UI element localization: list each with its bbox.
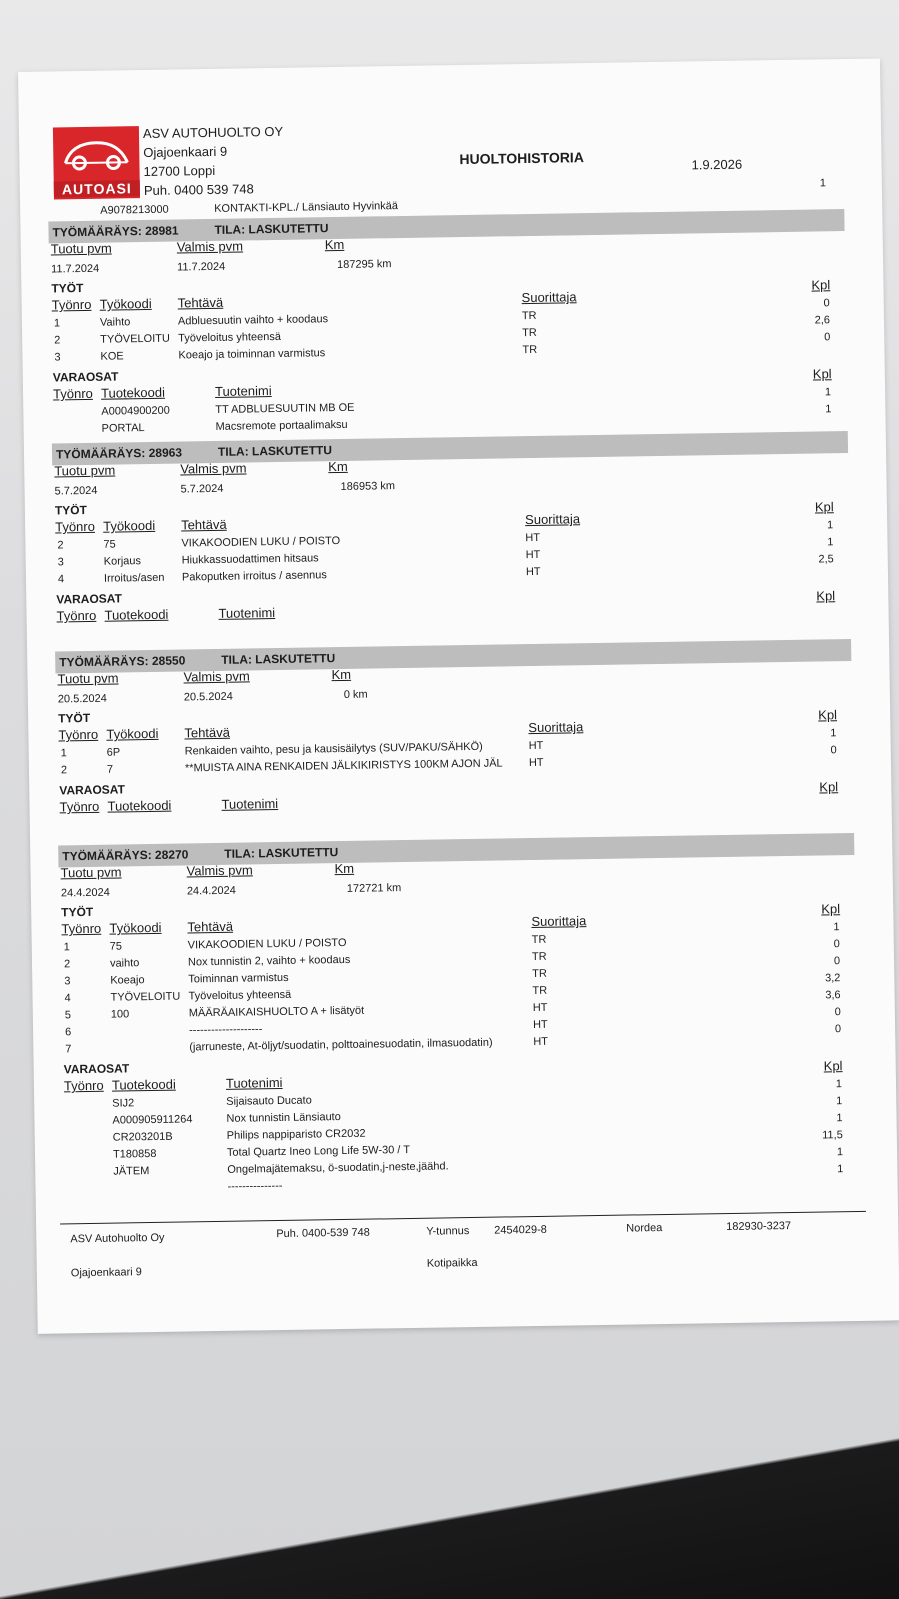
job-task: Toiminnan varmistus bbox=[188, 971, 289, 986]
km-header: Km bbox=[324, 236, 345, 253]
km-header: Km bbox=[331, 666, 352, 683]
quantity-header: Kpl bbox=[818, 707, 838, 723]
received-date: 5.7.2024 bbox=[54, 484, 98, 498]
job-technician: TR bbox=[532, 984, 548, 998]
completed-date: 24.4.2024 bbox=[186, 884, 236, 898]
job-quantity: 0 bbox=[834, 1006, 841, 1019]
km-header: Km bbox=[328, 458, 348, 475]
product-name-header: Tuotenimi bbox=[218, 605, 276, 621]
completed-date: 11.7.2024 bbox=[176, 260, 226, 274]
job-technician: HT bbox=[532, 1018, 548, 1032]
product-code: CR203201B bbox=[112, 1130, 173, 1144]
job-code: Vaihto bbox=[99, 316, 131, 329]
order-header-bar bbox=[58, 833, 854, 868]
job-task: Pakoputken irroitus / asennus bbox=[181, 569, 327, 584]
job-number: 4 bbox=[57, 573, 65, 586]
jobs-title: TYÖT bbox=[54, 502, 87, 518]
job-quantity: 1 bbox=[827, 519, 834, 532]
job-technician: TR bbox=[531, 933, 547, 947]
footer-seat: Kotipaikka bbox=[426, 1256, 478, 1270]
job-code: 100 bbox=[110, 1008, 130, 1021]
job-code: Korjaus bbox=[103, 555, 142, 568]
document-page bbox=[18, 58, 899, 1333]
mileage: 187295 km bbox=[336, 258, 392, 272]
job-code: 75 bbox=[109, 940, 123, 953]
technician-header: Suorittaja bbox=[528, 719, 584, 736]
job-number: 2 bbox=[63, 958, 71, 971]
received-date-header: Tuotu pvm bbox=[60, 864, 122, 881]
job-quantity: 3,2 bbox=[824, 972, 841, 985]
part-number-header: Työnro bbox=[56, 607, 97, 624]
received-date: 11.7.2024 bbox=[51, 262, 100, 276]
company-phone: Puh. 0400 539 748 bbox=[143, 181, 254, 199]
job-quantity: 0 bbox=[823, 297, 830, 310]
part-quantity: 1 bbox=[824, 386, 832, 399]
job-number: 6 bbox=[64, 1026, 72, 1039]
job-number: 1 bbox=[60, 747, 67, 760]
job-task: MÄÄRÄAIKAISHUOLTO A + lisätyöt bbox=[188, 1004, 365, 1020]
product-name-header: Tuotenimi bbox=[225, 1074, 283, 1091]
job-number: 2 bbox=[54, 334, 61, 347]
received-date-header: Tuotu pvm bbox=[50, 240, 112, 257]
job-technician: TR bbox=[522, 326, 537, 340]
job-number: 7 bbox=[65, 1043, 72, 1056]
order-header-bar bbox=[52, 431, 848, 466]
job-technician: TR bbox=[532, 967, 547, 981]
order-header-bar bbox=[55, 639, 851, 674]
product-name: Sijaisauto Ducato bbox=[226, 1094, 312, 1108]
part-number-header: Työnro bbox=[63, 1077, 104, 1094]
jobs-title: TYÖT bbox=[51, 281, 84, 296]
mileage: 172721 km bbox=[346, 882, 402, 895]
job-number-header: Työnro bbox=[61, 920, 102, 937]
job-technician: HT bbox=[532, 1001, 548, 1015]
document-date: 1.9.2026 bbox=[691, 156, 743, 173]
footer-phone: Puh. 0400-539 748 bbox=[276, 1226, 370, 1241]
task-header: Tehtävä bbox=[181, 516, 227, 533]
jobs-title: TYÖT bbox=[58, 710, 91, 726]
technician-header: Suorittaja bbox=[524, 511, 581, 528]
job-number: 2 bbox=[60, 764, 68, 777]
parts-title: VARAOSAT bbox=[63, 1061, 130, 1077]
company-name: ASV AUTOHUOLTO OY bbox=[142, 123, 284, 142]
job-task: Adbluesuutin vaihto + koodaus bbox=[177, 313, 329, 328]
job-number: 4 bbox=[64, 992, 71, 1005]
job-code-header: Työkoodi bbox=[109, 919, 162, 936]
job-code: 75 bbox=[103, 538, 116, 551]
logo-text: AUTOASI bbox=[54, 180, 140, 197]
job-quantity: 1 bbox=[833, 921, 840, 934]
job-number: 3 bbox=[64, 975, 71, 988]
job-code: vaihto bbox=[109, 957, 140, 970]
footer-ytunnus: 2454029-8 bbox=[494, 1223, 547, 1237]
parts-title: VARAOSAT bbox=[52, 369, 119, 385]
job-technician: HT bbox=[525, 565, 541, 579]
job-task: Renkaiden vaihto, pesu ja kausisäilytys (SUV/PAKU/SÄHKÖ) bbox=[184, 740, 483, 758]
part-quantity-header: Kpl bbox=[816, 588, 836, 604]
product-code-header: Tuotekoodi bbox=[107, 797, 172, 814]
job-code: Irroitus/asen bbox=[103, 571, 165, 585]
jobs-title: TYÖT bbox=[61, 904, 94, 920]
product-name: Nox tunnistin Länsiauto bbox=[226, 1111, 341, 1125]
footer-account: 182930-3237 bbox=[726, 1220, 792, 1234]
received-date-header: Tuotu pvm bbox=[57, 670, 119, 687]
page-number: 1 bbox=[819, 177, 827, 190]
product-name: TT ADBLUESUUTIN MB OE bbox=[215, 401, 355, 416]
job-technician: TR bbox=[521, 309, 537, 323]
completed-date: 5.7.2024 bbox=[180, 482, 224, 496]
job-task: VIKAKOODIEN LUKU / POISTO bbox=[187, 936, 347, 952]
footer-company: ASV Autohuolto Oy bbox=[70, 1231, 165, 1246]
technician-header: Suorittaja bbox=[531, 913, 587, 930]
job-code-header: Työkoodi bbox=[99, 295, 152, 312]
part-quantity-header: Kpl bbox=[819, 779, 839, 795]
job-code: TYÖVELOITU bbox=[110, 990, 181, 1004]
parts-title: VARAOSAT bbox=[56, 591, 122, 607]
job-code: KOE bbox=[100, 350, 124, 363]
received-date-header: Tuotu pvm bbox=[54, 462, 116, 479]
received-date: 24.4.2024 bbox=[60, 886, 110, 900]
quantity-header: Kpl bbox=[814, 499, 834, 515]
job-technician: HT bbox=[525, 548, 541, 562]
product-code-header: Tuotekoodi bbox=[111, 1076, 176, 1093]
part-quantity: 1 bbox=[836, 1112, 843, 1125]
company-logo bbox=[53, 126, 140, 199]
job-quantity: 0 bbox=[834, 1023, 842, 1036]
footer-bank: Nordea bbox=[626, 1222, 663, 1235]
order-number: TYÖMÄÄRÄYS: 28963 bbox=[55, 445, 183, 462]
product-name: Philips nappiparisto CR2032 bbox=[226, 1127, 366, 1142]
footer-street: Ojajoenkaari 9 bbox=[70, 1266, 142, 1280]
technician-header: Suorittaja bbox=[521, 289, 577, 306]
footer-ytunnus-label: Y-tunnus bbox=[426, 1225, 470, 1238]
job-code-header: Työkoodi bbox=[103, 517, 156, 534]
job-number-header: Työnro bbox=[58, 726, 99, 743]
product-name: --------------- bbox=[227, 1179, 283, 1193]
part-quantity-header: Kpl bbox=[823, 1058, 843, 1074]
job-quantity: 0 bbox=[833, 955, 841, 968]
mileage: 186953 km bbox=[340, 480, 396, 493]
order-number: TYÖMÄÄRÄYS: 28981 bbox=[52, 223, 179, 240]
job-number: 2 bbox=[57, 539, 64, 552]
document-title: HUOLTOHISTORIA bbox=[459, 149, 584, 168]
job-task: -------------------- bbox=[188, 1023, 263, 1037]
customer-contact: KONTAKTI-KPL./ Länsiauto Hyvinkää bbox=[214, 200, 399, 215]
part-quantity: 1 bbox=[837, 1163, 844, 1176]
job-task: Hiukkassuodattimen hitsaus bbox=[181, 552, 319, 567]
job-number: 1 bbox=[53, 317, 61, 330]
job-quantity: 1 bbox=[830, 727, 837, 740]
job-technician: HT bbox=[528, 739, 544, 753]
mileage: 0 km bbox=[343, 688, 368, 701]
completed-date-header: Valmis pvm bbox=[186, 862, 253, 879]
order-status: TILA: LASKUTETTU bbox=[221, 651, 336, 667]
part-quantity: 1 bbox=[836, 1095, 843, 1108]
task-header: Tehtävä bbox=[177, 294, 224, 311]
order-status: TILA: LASKUTETTU bbox=[217, 443, 333, 459]
order-status: TILA: LASKUTETTU bbox=[214, 221, 329, 237]
quantity-header: Kpl bbox=[811, 277, 831, 293]
job-task: Työveloitus yhteensä bbox=[178, 330, 282, 345]
job-quantity: 1 bbox=[827, 536, 834, 549]
job-code-header: Työkoodi bbox=[106, 725, 159, 742]
part-quantity: 1 bbox=[835, 1078, 843, 1091]
job-technician: TR bbox=[531, 950, 547, 964]
company-city: 12700 Loppi bbox=[143, 162, 216, 180]
job-number: 1 bbox=[63, 941, 70, 954]
job-code: TYÖVELOITU bbox=[100, 332, 170, 346]
product-name-header: Tuotenimi bbox=[214, 383, 272, 399]
company-street: Ojajoenkaari 9 bbox=[143, 143, 228, 161]
job-quantity: 2,5 bbox=[818, 553, 834, 566]
job-code: 7 bbox=[106, 763, 114, 776]
order-number: TYÖMÄÄRÄYS: 28270 bbox=[62, 847, 189, 864]
job-task: Työveloitus yhteensä bbox=[188, 988, 292, 1003]
job-quantity: 3,6 bbox=[825, 989, 841, 1002]
order-status: TILA: LASKUTETTU bbox=[224, 845, 339, 861]
product-code: JÄTEM bbox=[113, 1165, 150, 1178]
product-name: Macsremote portaalimaksu bbox=[215, 418, 348, 433]
job-task: VIKAKOODIEN LUKU / POISTO bbox=[181, 534, 341, 550]
product-name: Ongelmajätemaksu, ö-suodatin,j-neste,jäähd. bbox=[227, 1160, 449, 1176]
job-number-header: Työnro bbox=[55, 518, 96, 535]
product-code: A000905911264 bbox=[112, 1113, 193, 1127]
job-task: Nox tunnistin 2, vaihto + koodaus bbox=[187, 953, 351, 969]
quantity-header: Kpl bbox=[821, 901, 841, 917]
part-quantity-header: Kpl bbox=[812, 366, 832, 382]
desk-background bbox=[0, 1399, 899, 1599]
product-code-header: Tuotekoodi bbox=[100, 384, 166, 401]
job-technician: TR bbox=[522, 343, 538, 357]
completed-date-header: Valmis pvm bbox=[180, 460, 247, 477]
job-technician: HT bbox=[525, 531, 541, 545]
task-header: Tehtävä bbox=[184, 724, 231, 741]
job-quantity: 2,6 bbox=[814, 314, 831, 327]
job-task: Koeajo ja toiminnan varmistus bbox=[178, 347, 326, 362]
customer-part-code: A9078213000 bbox=[100, 203, 169, 217]
job-quantity: 0 bbox=[824, 331, 831, 344]
product-name-header: Tuotenimi bbox=[221, 796, 279, 812]
km-header: Km bbox=[334, 860, 355, 877]
job-task: (jarruneste, At-öljyt/suodatin, polttoainesuodatin, ilmasuodatin) bbox=[189, 1036, 493, 1054]
car-logo-icon bbox=[61, 134, 132, 173]
product-name: Total Quartz Ineo Long Life 5W-30 / T bbox=[226, 1143, 411, 1159]
job-technician: HT bbox=[528, 756, 544, 770]
product-code: SIJ2 bbox=[112, 1097, 135, 1110]
job-code: 6P bbox=[106, 746, 121, 759]
product-code-header: Tuotekoodi bbox=[104, 606, 169, 623]
job-quantity: 0 bbox=[830, 744, 837, 757]
order-number: TYÖMÄÄRÄYS: 28550 bbox=[59, 653, 186, 670]
job-number: 3 bbox=[57, 556, 64, 569]
product-code: A0004900200 bbox=[101, 404, 170, 418]
job-code: Koeajo bbox=[110, 974, 145, 987]
part-quantity: 1 bbox=[825, 403, 832, 416]
received-date: 20.5.2024 bbox=[57, 692, 107, 706]
part-number-header: Työnro bbox=[59, 798, 100, 815]
completed-date: 20.5.2024 bbox=[183, 690, 233, 704]
product-code: T180858 bbox=[112, 1147, 157, 1161]
job-number-header: Työnro bbox=[51, 296, 92, 313]
parts-title: VARAOSAT bbox=[59, 782, 125, 798]
job-task: **MUISTA AINA RENKAIDEN JÄLKIKIRISTYS 100KM AJON JÄL bbox=[184, 757, 503, 775]
part-quantity: 11,5 bbox=[822, 1129, 843, 1142]
part-quantity: 1 bbox=[836, 1146, 844, 1159]
task-header: Tehtävä bbox=[187, 918, 234, 935]
job-number: 5 bbox=[64, 1009, 72, 1022]
job-number: 3 bbox=[54, 351, 61, 364]
job-technician: HT bbox=[533, 1035, 549, 1049]
part-number-header: Työnro bbox=[52, 385, 93, 402]
completed-date-header: Valmis pvm bbox=[176, 238, 244, 255]
completed-date-header: Valmis pvm bbox=[183, 668, 250, 685]
job-quantity: 0 bbox=[833, 938, 840, 951]
product-code: PORTAL bbox=[101, 422, 145, 435]
